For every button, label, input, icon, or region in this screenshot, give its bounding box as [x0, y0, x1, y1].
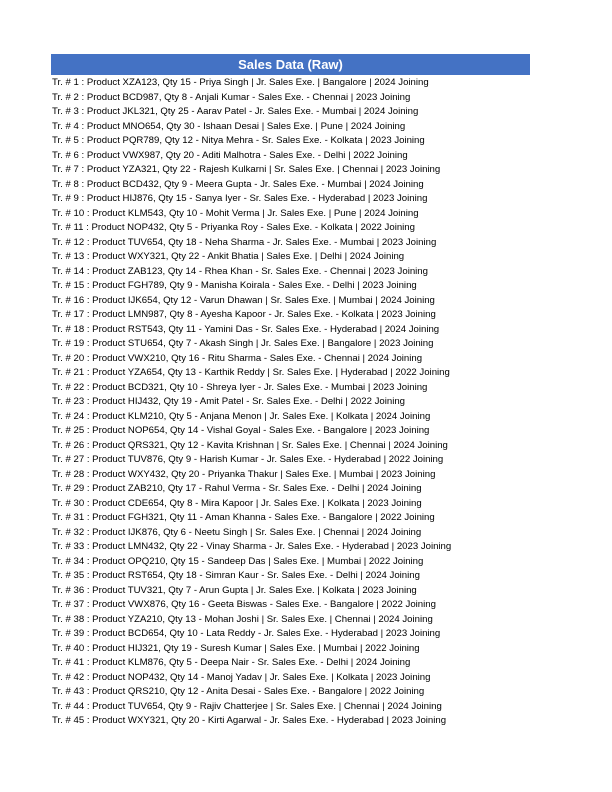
- transaction-row: Tr. # 3 : Product JKL321, Qty 25 - Aarav Patel - Jr. Sales Exe. - Mumbai | 2024 Joining: [52, 106, 419, 117]
- transaction-row: Tr. # 1 : Product XZA123, Qty 15 - Priya Singh | Jr. Sales Exe. | Bangalore | 2024 Joining: [52, 77, 429, 88]
- transaction-row: Tr. # 2 : Product BCD987, Qty 8 - Anjali Kumar - Sales Exe. - Chennai | 2023 Joining: [52, 91, 411, 103]
- transaction-row: Tr. # 40 : Product HIJ321, Qty 19 - Suresh Kumar | Sales Exe. | Mumbai | 2022 Joining: [52, 642, 420, 654]
- sheet-title: Sales Data (Raw): [51, 54, 530, 75]
- transaction-row: Tr. # 31 : Product FGH321, Qty 11 - Aman Khanna - Sales Exe. - Bangalore | 2022 Joining: [52, 512, 435, 523]
- transaction-row: Tr. # 9 : Product HIJ876, Qty 15 - Sanya Iyer - Sr. Sales Exe. - Hyderabad | 2023 Joining: [52, 193, 428, 204]
- transaction-row: Tr. # 27 : Product TUV876, Qty 9 - Harish Kumar - Jr. Sales Exe. - Hyderabad | 2022 Joining: [52, 454, 444, 465]
- transaction-row: Tr. # 6 : Product VWX987, Qty 20 - Aditi Malhotra - Sales Exe. - Delhi | 2022 Joining: [52, 149, 408, 161]
- transaction-row: Tr. # 41 : Product KLM876, Qty 5 - Deepa Nair - Sr. Sales Exe. - Delhi | 2024 Joining: [52, 657, 411, 668]
- transaction-row: Tr. # 11 : Product NOP432, Qty 5 - Priyanka Roy - Sales Exe. - Kolkata | 2022 Joining: [52, 222, 415, 233]
- transaction-row: Tr. # 43 : Product QRS210, Qty 12 - Anita Desai - Sales Exe. - Bangalore | 2022 Joining: [52, 686, 425, 697]
- transaction-row: Tr. # 32 : Product IJK876, Qty 6 - Neetu Singh | Sr. Sales Exe. | Chennai | 2024 Joining: [52, 526, 422, 538]
- transaction-row: Tr. # 38 : Product YZA210, Qty 13 - Mohan Joshi | Sr. Sales Exe. | Chennai | 2024 Joining: [52, 613, 433, 625]
- transaction-row: Tr. # 45 : Product WXY321, Qty 20 - Kirti Agarwal - Jr. Sales Exe. - Hyderabad | 2023 Joining: [52, 715, 447, 726]
- transaction-row: Tr. # 28 : Product WXY432, Qty 20 - Priyanka Thakur | Sales Exe. | Mumbai | 2023 Joining: [52, 468, 436, 480]
- transaction-row: Tr. # 42 : Product NOP432, Qty 14 - Manoj Yadav | Jr. Sales Exe. | Kolkata | 2023 Joining: [52, 671, 431, 683]
- transaction-row: Tr. # 36 : Product TUV321, Qty 7 - Arun Gupta | Jr. Sales Exe. | Kolkata | 2023 Joining: [52, 584, 417, 596]
- transaction-row: Tr. # 18 : Product RST543, Qty 11 - Yamini Das - Sr. Sales Exe. - Hyderabad | 2024 Joining: [52, 323, 440, 335]
- transaction-row: Tr. # 34 : Product OPQ210, Qty 15 - Sandeep Das | Sales Exe. | Mumbai | 2022 Joining: [52, 555, 424, 567]
- transaction-row: Tr. # 7 : Product YZA321, Qty 22 - Rajesh Kulkarni | Sr. Sales Exe. | Chennai | 2023 Joining: [52, 164, 441, 175]
- transaction-list: [51, 75, 530, 729]
- transaction-row: Tr. # 15 : Product FGH789, Qty 9 - Manisha Koirala - Sales Exe. - Delhi | 2023 Joining: [52, 280, 417, 291]
- transaction-row: Tr. # 13 : Product WXY321, Qty 22 - Ankit Bhatia | Sales Exe. | Delhi | 2024 Joining: [52, 251, 405, 262]
- transaction-row: Tr. # 14 : Product ZAB123, Qty 14 - Rhea Khan - Sr. Sales Exe. - Chennai | 2023 Joining: [52, 265, 428, 277]
- transaction-row: Tr. # 25 : Product NOP654, Qty 14 - Vishal Goyal - Sales Exe. - Bangalore | 2023 Joining: [52, 425, 430, 436]
- transaction-row: Tr. # 26 : Product QRS321, Qty 12 - Kavita Krishnan | Sr. Sales Exe. | Chennai | 2024 Joining: [52, 439, 448, 451]
- transaction-row: Tr. # 8 : Product BCD432, Qty 9 - Meera Gupta - Jr. Sales Exe. - Mumbai | 2024 Joining: [52, 178, 424, 190]
- transaction-row: Tr. # 33 : Product LMN432, Qty 22 - Vinay Sharma - Jr. Sales Exe. - Hyderabad | 2023 Joining: [52, 541, 452, 552]
- transaction-row: Tr. # 44 : Product TUV654, Qty 9 - Rajiv Chatterjee | Sr. Sales Exe. | Chennai | 2024 Joining: [52, 700, 442, 712]
- transaction-row: Tr. # 16 : Product IJK654, Qty 12 - Varun Dhawan | Sr. Sales Exe. | Mumbai | 2024 Joining: [52, 294, 435, 306]
- transaction-row: Tr. # 35 : Product RST654, Qty 18 - Simran Kaur - Sr. Sales Exe. - Delhi | 2024 Joining: [52, 570, 420, 581]
- transaction-row: Tr. # 19 : Product STU654, Qty 7 - Akash Singh | Jr. Sales Exe. | Bangalore | 2023 Joining: [52, 338, 434, 349]
- transaction-row: Tr. # 22 : Product BCD321, Qty 10 - Shreya Iyer - Jr. Sales Exe. - Mumbai | 2023 Joining: [52, 381, 428, 393]
- transaction-row: Tr. # 10 : Product KLM543, Qty 10 - Mohit Verma | Jr. Sales Exe. | Pune | 2024 Joining: [52, 207, 419, 219]
- transaction-row: Tr. # 21 : Product YZA654, Qty 13 - Karthik Reddy | Sr. Sales Exe. | Hyderabad | 2022 Joining: [52, 367, 450, 378]
- transaction-row: Tr. # 12 : Product TUV654, Qty 18 - Neha Sharma - Jr. Sales Exe. - Mumbai | 2023 Joining: [52, 236, 437, 248]
- transaction-row: Tr. # 37 : Product VWX876, Qty 16 - Geeta Biswas - Sales Exe. - Bangalore | 2022 Joining: [52, 599, 436, 610]
- transaction-row: Tr. # 39 : Product BCD654, Qty 10 - Lata Reddy - Jr. Sales Exe. - Hyderabad | 2023 Joining: [52, 628, 441, 639]
- transaction-row: Tr. # 23 : Product HIJ432, Qty 19 - Amit Patel - Sr. Sales Exe. - Delhi | 2022 Joining: [52, 396, 406, 407]
- transaction-row: Tr. # 4 : Product MNO654, Qty 30 - Ishaan Desai | Sales Exe. | Pune | 2024 Joining: [52, 120, 406, 132]
- transaction-row: Tr. # 30 : Product CDE654, Qty 8 - Mira Kapoor | Jr. Sales Exe. | Kolkata | 2023 Joining: [52, 497, 422, 509]
- sales-data-sheet: [51, 54, 530, 729]
- transaction-row: Tr. # 29 : Product ZAB210, Qty 17 - Rahul Verma - Sr. Sales Exe. - Delhi | 2024 Joining: [52, 483, 422, 494]
- transaction-row: Tr. # 5 : Product PQR789, Qty 12 - Nitya Mehra - Sr. Sales Exe. - Kolkata | 2023 Joining: [52, 135, 425, 146]
- transaction-row: Tr. # 17 : Product LMN987, Qty 8 - Ayesha Kapoor - Jr. Sales Exe. - Kolkata | 2023 Joining: [52, 309, 436, 320]
- transaction-row: Tr. # 24 : Product KLM210, Qty 5 - Anjana Menon | Jr. Sales Exe. | Kolkata | 2024 Joining: [52, 410, 431, 422]
- transaction-row: Tr. # 20 : Product VWX210, Qty 16 - Ritu Sharma - Sales Exe. - Chennai | 2024 Joining: [52, 352, 423, 364]
